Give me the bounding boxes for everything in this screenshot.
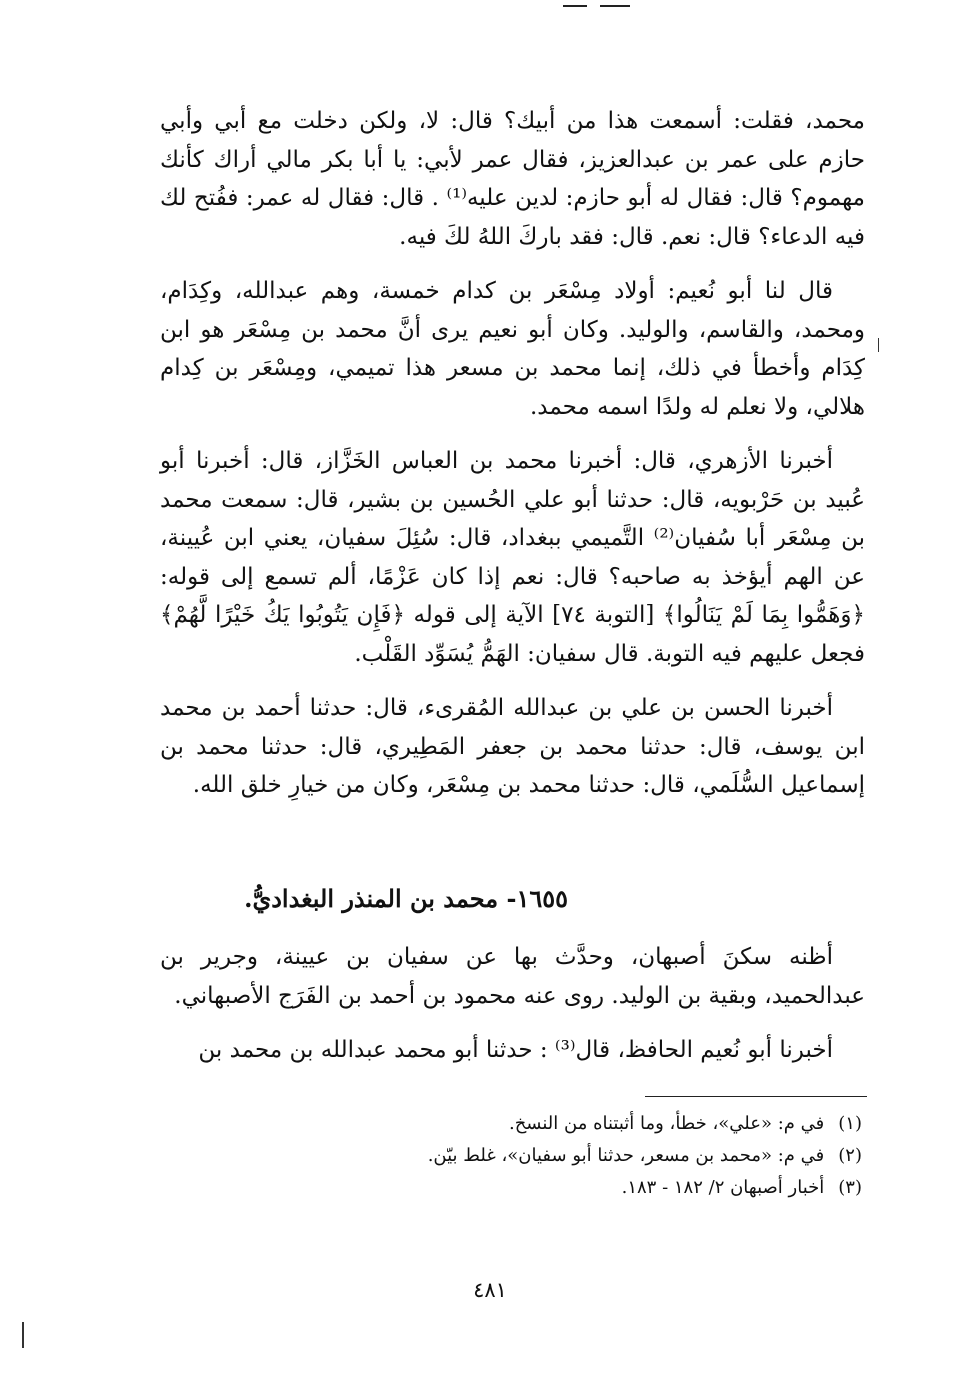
footnote-number: (٣) xyxy=(838,1177,862,1198)
footnote-text: في م: «محمد بن مسعر، حدثنا أبو سفيان»، غلط بيّن. xyxy=(427,1145,825,1166)
footnote-number: (٢) xyxy=(838,1145,862,1166)
paragraph: أخبرنا الأزهري، قال: أخبرنا محمد بن العباس الخَزَّاز، قال: أخبرنا أبو عُبيد بن حَرْبويه، قال: حدثنا أبو علي الحُسين بن بشير، قال: سمعت محمد بن مِسْعَر أبا سُفيان⁽²⁾ التَّميمي ببغداد، قال: سُئِلَ سفيان، يعني ابن عُيينة، عن الهم أيؤخذ به صاحبه؟ قال: نعم إذا كان عَزْمًا، ألم تسمع إلى قوله: ﴿وَهَمُّوا بِمَا لَمْ يَنَالُوا﴾ [التوبة ٧٤] الآية إلى قوله ﴿فَإِن يَتُوبُوا يَكُ خَيْرًا لَّهُمْ﴾ فجعل عليهم فيه التوبة. قال سفيان: الهَمُّ يُسَوِّد القَلْب. xyxy=(160,448,866,667)
paragraph: أخبرنا الحسن بن علي بن عبدالله المُقرىء، قال: حدثنا أحمد بن محمد ابن يوسف، قال: حدثنا محمد بن جعفر المَطِيري، قال: حدثنا محمد بن إسماعيل السُّلَمي، قال: حدثنا محمد بن مِسْعَر، وكان من خيارِ خلق الله. xyxy=(160,695,865,798)
main-text xyxy=(160,102,865,805)
scan-margin-mark xyxy=(22,1322,24,1348)
paragraph: أخبرنا أبو نُعيم الحافظ، قال⁽³⁾ : حدثنا أبو محمد عبدالله بن محمد بن xyxy=(198,1037,833,1063)
paragraph: أظنه سكنَ أصبهان، وحدَّث بها عن سفيان بن عيينة، وجرير بن عبدالحميد، وبقية بن الوليد. روى عنه محمود بن أحمد بن الفَرَج الأصبهاني. xyxy=(160,944,865,1009)
footnotes xyxy=(262,1108,862,1204)
footnote-text: في م: «علي»، خطأ، وما أثبتناه من النسخ. xyxy=(508,1113,825,1134)
footnote xyxy=(262,1140,862,1172)
scan-top-marks xyxy=(0,0,980,14)
main-text-continued xyxy=(160,938,865,1070)
scan-margin-mark xyxy=(878,338,879,352)
footnote xyxy=(262,1172,862,1204)
entry-heading: ١٦٥٥- محمد بن المنذر البغداديُّ. xyxy=(244,884,568,913)
footnote-number: (١) xyxy=(838,1113,862,1134)
paragraph: محمد، فقلت: أسمعت هذا من أبيك؟ قال: لا، ولكن دخلت مع أبي وأبي حازم على عمر بن عبدالعزيز، فقال عمر لأبي: يا أبا بكر مالي أراك كأنك مهموم؟ قال: فقال له أبو حازم: لدين عليه⁽¹⁾ . قال: فقال له عمر: ففُتح لك فيه الدعاء؟ قال: نعم. قال: فقد باركَ اللهُ لكَ فيه. xyxy=(160,108,865,250)
footnote-separator xyxy=(645,1096,867,1097)
paragraph: قال لنا أبو نُعيم: أولاد مِسْعَر بن كدام خمسة، وهم عبدالله، وكِدَام، ومحمد، والقاسم، والوليد. وكان أبو نعيم يرى أنَّ محمد بن مِسْعَر هو ابن كِدَام وأخطأ في ذلك، إنما محمد بن مسعر هذا تميمي، ومِسْعَر بن كِدام هلالي، ولا نعلم له ولدًا اسمه محمد. xyxy=(160,278,865,420)
footnote xyxy=(262,1108,862,1140)
page-number: ٤٨١ xyxy=(473,1278,507,1302)
footnote-text: أخبار أصبهان ٢/ ١٨٢ - ١٨٣. xyxy=(621,1177,825,1198)
